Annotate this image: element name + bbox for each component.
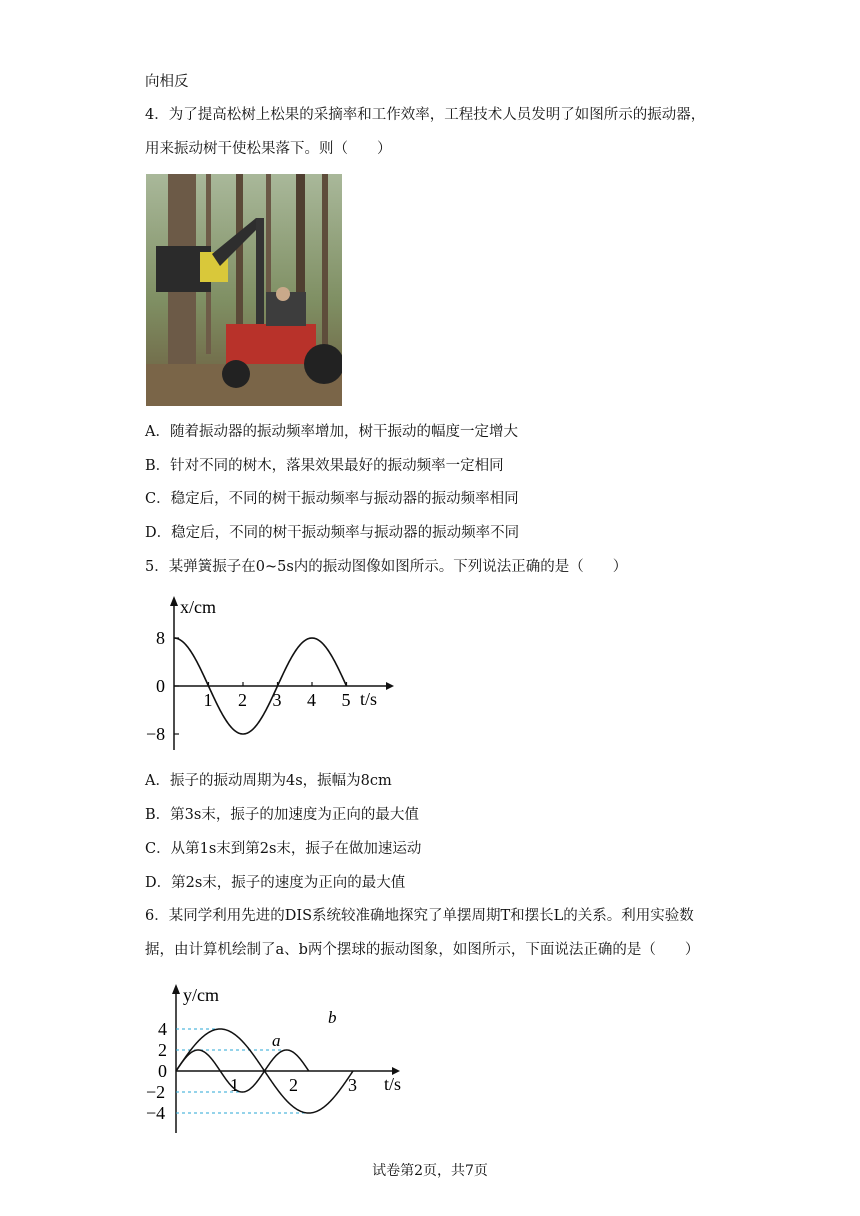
- q6-stem-line1: 6．某同学利用先进的DIS系统较准确地探究了单摆周期T和摆长L的关系。利用实验数: [145, 908, 694, 924]
- q4-option-b: B．针对不同的树木，落果效果最好的振动频率一定相同: [145, 458, 504, 474]
- y-tick-label: 8: [156, 628, 165, 648]
- series-b-label: b: [328, 1008, 337, 1027]
- q5-option-d: D．第2s末，振子的速度为正向的最大值: [145, 875, 406, 891]
- y-tick-label: 0: [158, 1061, 167, 1081]
- q4-option-d: D．稳定后，不同的树干振动频率与振动器的振动频率不同: [145, 525, 520, 541]
- q4-option-c: C．稳定后，不同的树干振动频率与振动器的振动频率相同: [145, 491, 519, 507]
- q5-option-b: B．第3s末，振子的加速度为正向的最大值: [145, 807, 419, 823]
- q5-chart-svg: [140, 590, 400, 750]
- x-tick-label: 1: [203, 690, 213, 710]
- y-tick-label: 2: [158, 1040, 167, 1060]
- x-axis-label: t/s: [384, 1074, 402, 1094]
- x-tick-label: 3: [272, 690, 282, 710]
- y-tick-label: −8: [146, 724, 166, 744]
- y-tick-label: 4: [158, 1019, 167, 1039]
- q6-stem-line2: 据，由计算机绘制了a、b两个摆球的振动图象，如图所示，下面说法正确的是（ ）: [145, 942, 700, 958]
- tree-shaker-photo: [146, 174, 342, 406]
- q5-option-c: C．从第1s末到第2s末，振子在做加速运动: [145, 841, 422, 857]
- x-axis-label: t/s: [360, 689, 378, 709]
- series-a-label: a: [272, 1031, 281, 1050]
- q6-oscillation-graph: [140, 978, 420, 1138]
- q4-stem-line2: 用来振动树干使松果落下。则（ ）: [145, 141, 392, 157]
- y-axis-arrow: [172, 984, 180, 994]
- y-axis-label: x/cm: [180, 597, 216, 617]
- x-tick-label: 3: [348, 1075, 357, 1095]
- q5-stem: 5．某弹簧振子在0~5s内的振动图像如图所示。下列说法正确的是（ ）: [145, 559, 628, 575]
- y-tick-label: 0: [156, 676, 165, 696]
- y-axis-label: y/cm: [183, 985, 219, 1005]
- q6-chart-svg: [140, 978, 420, 1138]
- q5-oscillation-graph: [140, 590, 400, 750]
- q4-option-a: A．随着振动器的振动频率增加，树干振动的幅度一定增大: [145, 424, 518, 440]
- q4-stem-line1: 4．为了提高松树上松果的采摘率和工作效率，工程技术人员发明了如图所示的振动器，: [145, 107, 706, 123]
- q5-option-a: A．振子的振动周期为4s，振幅为8cm: [145, 773, 392, 789]
- x-tick-label: 2: [238, 690, 247, 710]
- page-footer: 试卷第2页，共7页: [372, 1163, 488, 1179]
- x-axis-arrow: [386, 682, 394, 690]
- x-tick-label: 4: [307, 690, 316, 710]
- y-tick-label: −2: [146, 1082, 166, 1102]
- continuation-text: 向相反: [145, 74, 189, 90]
- y-tick-label: −4: [146, 1103, 166, 1123]
- x-tick-label: 5: [341, 690, 351, 710]
- x-tick-label: 1: [230, 1075, 239, 1095]
- x-tick-label: 2: [289, 1075, 298, 1095]
- y-axis-arrow: [170, 596, 178, 606]
